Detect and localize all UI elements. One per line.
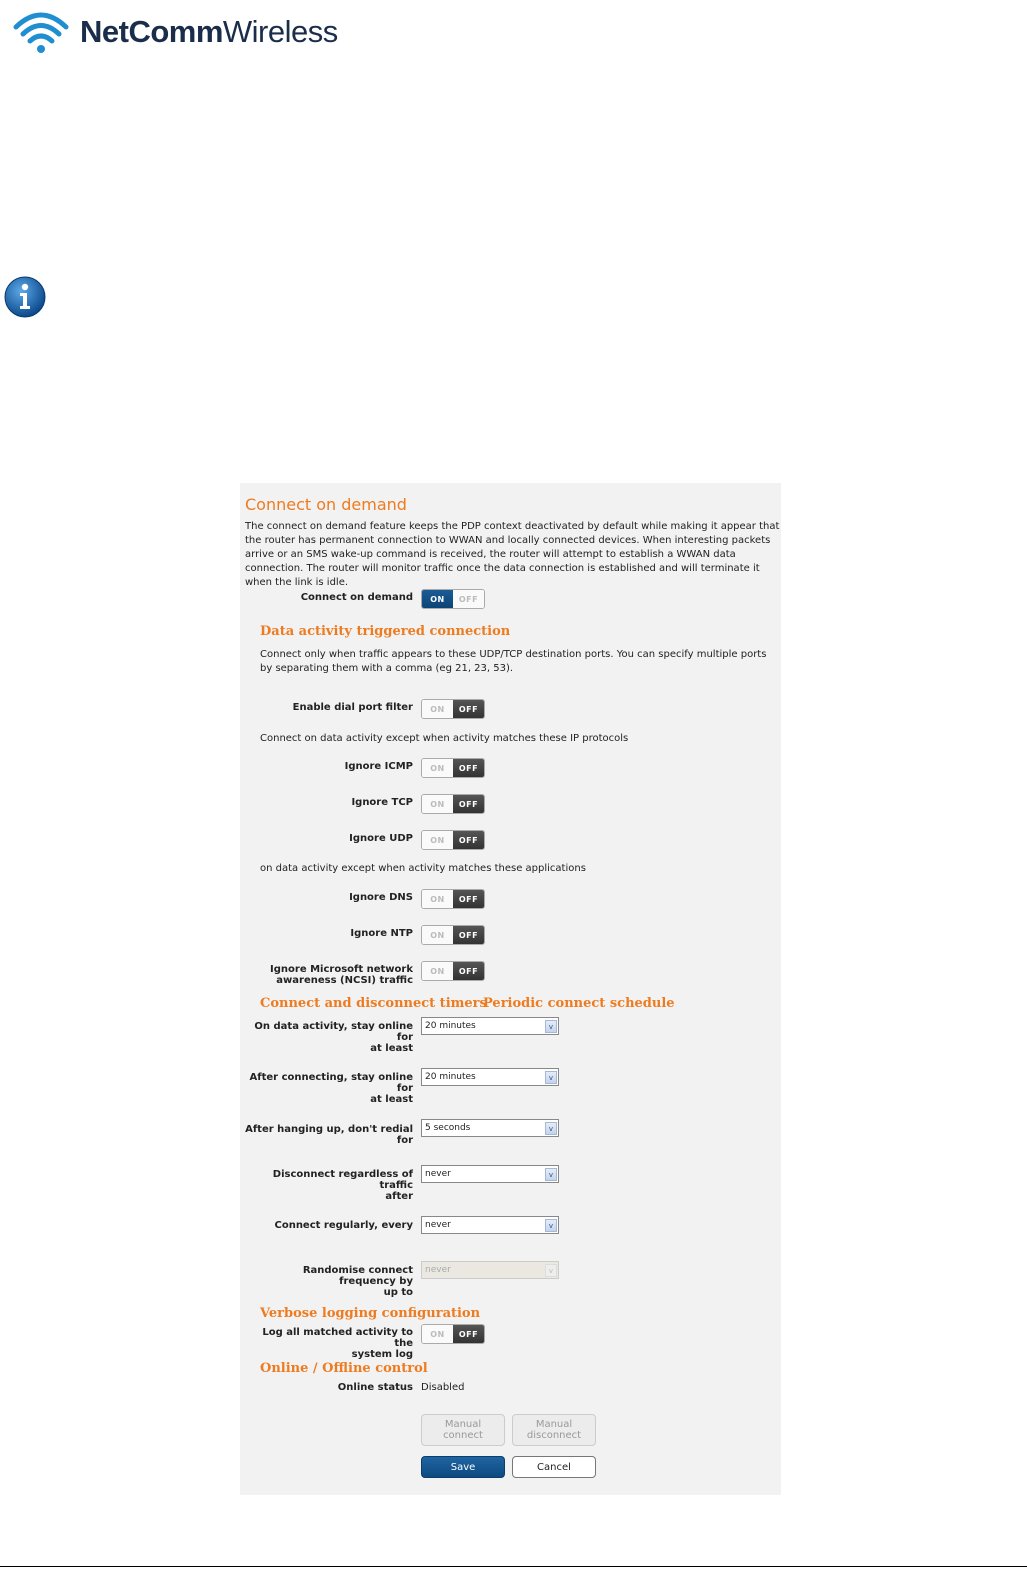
randomise-label-line1: Randomise connect frequency by [302, 1265, 413, 1287]
toggle-on: ON [422, 590, 453, 608]
after-connecting-label-line1: After connecting, stay online for [249, 1072, 413, 1094]
ignore-ncsi-label-line1: Ignore Microsoft network [270, 964, 413, 975]
verbose-heading: Verbose logging configuration [260, 1306, 481, 1321]
brand-name [80, 13, 338, 49]
manual-disconnect-label: Manual disconnect [526, 1419, 582, 1441]
toggle-off: OFF [453, 962, 484, 980]
manual-disconnect-button [512, 1414, 596, 1446]
panel-description: The connect on demand feature keeps the PDP context deactivated by default while making it appear that the router has permanent connection to WWAN and locally connected devices. When interesting packets arrive or an SMS wake-up command is received, the router will attempt to establish a WWAN data connection. The router will monitor traffic once the data connection is established and will terminate it when the link is idle. [245, 521, 780, 588]
online-control-heading: Online / Offline control [260, 1361, 428, 1376]
connect-regularly-select[interactable] [421, 1216, 559, 1234]
after-hanging-select[interactable] [421, 1119, 559, 1137]
disconnect-regardless-value: never [425, 1169, 451, 1179]
toggle-on: ON [422, 926, 453, 944]
dial-port-filter-label: Enable dial port filter [292, 702, 413, 713]
toggle-on: ON [422, 962, 453, 980]
stay-online-label-line1: On data activity, stay online for [254, 1021, 413, 1043]
online-status-label: Online status [337, 1382, 413, 1393]
toggle-on: ON [422, 759, 453, 777]
panel-title: Connect on demand [245, 495, 407, 514]
toggle-off: OFF [453, 926, 484, 944]
ignore-ncsi-toggle[interactable] [421, 961, 485, 981]
ignore-ncsi-label-line2: awareness (NCSI) traffic [276, 975, 413, 986]
ignore-tcp-label: Ignore TCP [351, 797, 413, 808]
stay-online-label [243, 1021, 413, 1054]
disconnect-regardless-select[interactable] [421, 1165, 559, 1183]
toggle-off: OFF [453, 890, 484, 908]
save-button[interactable]: Save [421, 1456, 505, 1478]
toggle-on: ON [422, 1325, 453, 1343]
data-activity-heading: Data activity triggered connection [260, 624, 511, 639]
after-connecting-label [243, 1072, 413, 1105]
connect-on-demand-label: Connect on demand [300, 592, 413, 603]
ignore-dns-label: Ignore DNS [349, 892, 413, 903]
toggle-off: OFF [453, 700, 484, 718]
connect-on-demand-toggle[interactable] [421, 589, 485, 609]
stay-online-value: 20 minutes [425, 1021, 476, 1031]
toggle-on: ON [422, 890, 453, 908]
footer-divider [0, 1566, 1027, 1567]
brand-bold: NetComm [80, 13, 223, 49]
after-hanging-value: 5 seconds [425, 1123, 471, 1133]
online-status-value: Disabled [421, 1382, 465, 1393]
chevron-down-icon: v [545, 1071, 557, 1084]
ignore-icmp-toggle[interactable] [421, 758, 485, 778]
data-activity-note: Connect only when traffic appears to these UDP/TCP destination ports. You can specify multiple ports by separating them with a comma (eg 21, 23, 53). [260, 649, 767, 674]
info-icon [4, 276, 46, 318]
toggle-off: OFF [453, 590, 484, 608]
protocols-note: Connect on data activity except when activity matches these IP protocols [260, 733, 629, 744]
chevron-down-icon: v [545, 1122, 557, 1135]
ignore-dns-toggle[interactable] [421, 889, 485, 909]
toggle-off: OFF [453, 795, 484, 813]
ignore-icmp-label: Ignore ICMP [344, 761, 413, 772]
wifi-logo-icon [12, 7, 70, 55]
randomise-label-line2: up to [383, 1287, 413, 1298]
ignore-tcp-toggle[interactable] [421, 794, 485, 814]
brand-light: Wireless [222, 13, 338, 49]
toggle-on: ON [422, 831, 453, 849]
ignore-ncsi-label [243, 964, 413, 986]
timers-heading: Connect and disconnect timers [260, 996, 487, 1011]
chevron-down-icon: v [545, 1219, 557, 1232]
ignore-udp-label: Ignore UDP [349, 833, 413, 844]
after-connecting-select[interactable] [421, 1068, 559, 1086]
connect-on-demand-panel [240, 483, 781, 1495]
apps-note: on data activity except when activity matches these applications [260, 863, 586, 874]
after-connecting-label-line2: at least [370, 1094, 413, 1105]
toggle-off: OFF [453, 831, 484, 849]
after-connecting-value: 20 minutes [425, 1072, 476, 1082]
toggle-on: ON [422, 700, 453, 718]
log-all-label-line1: Log all matched activity to the [262, 1327, 413, 1349]
stay-online-select[interactable] [421, 1017, 559, 1035]
log-all-label [243, 1327, 413, 1360]
connect-regularly-value: never [425, 1220, 451, 1230]
disconnect-regardless-label-line1: Disconnect regardless of traffic [272, 1169, 413, 1191]
connect-regularly-label: Connect regularly, every [274, 1220, 413, 1231]
toggle-off: OFF [453, 759, 484, 777]
dial-port-filter-toggle[interactable] [421, 699, 485, 719]
ignore-udp-toggle[interactable] [421, 830, 485, 850]
toggle-off: OFF [453, 1325, 484, 1343]
disconnect-regardless-label-line2: after [385, 1191, 413, 1202]
chevron-down-icon: v [545, 1264, 557, 1277]
netcomm-logo [12, 6, 338, 56]
periodic-schedule-heading: Periodic connect schedule [483, 996, 675, 1011]
disconnect-regardless-label [243, 1169, 413, 1202]
stay-online-label-line2: at least [370, 1043, 413, 1054]
chevron-down-icon: v [545, 1168, 557, 1181]
toggle-on: ON [422, 795, 453, 813]
randomise-select [421, 1261, 559, 1279]
cancel-button[interactable]: Cancel [512, 1456, 596, 1478]
manual-connect-label: Manual connect [443, 1419, 483, 1441]
ignore-ntp-toggle[interactable] [421, 925, 485, 945]
log-all-label-line2: system log [351, 1349, 413, 1360]
chevron-down-icon: v [545, 1020, 557, 1033]
after-hanging-label: After hanging up, don't redial for [245, 1124, 413, 1146]
randomise-value: never [425, 1265, 451, 1275]
manual-connect-button [421, 1414, 505, 1446]
randomise-label [243, 1265, 413, 1298]
log-all-toggle[interactable] [421, 1324, 485, 1344]
ignore-ntp-label: Ignore NTP [350, 928, 413, 939]
